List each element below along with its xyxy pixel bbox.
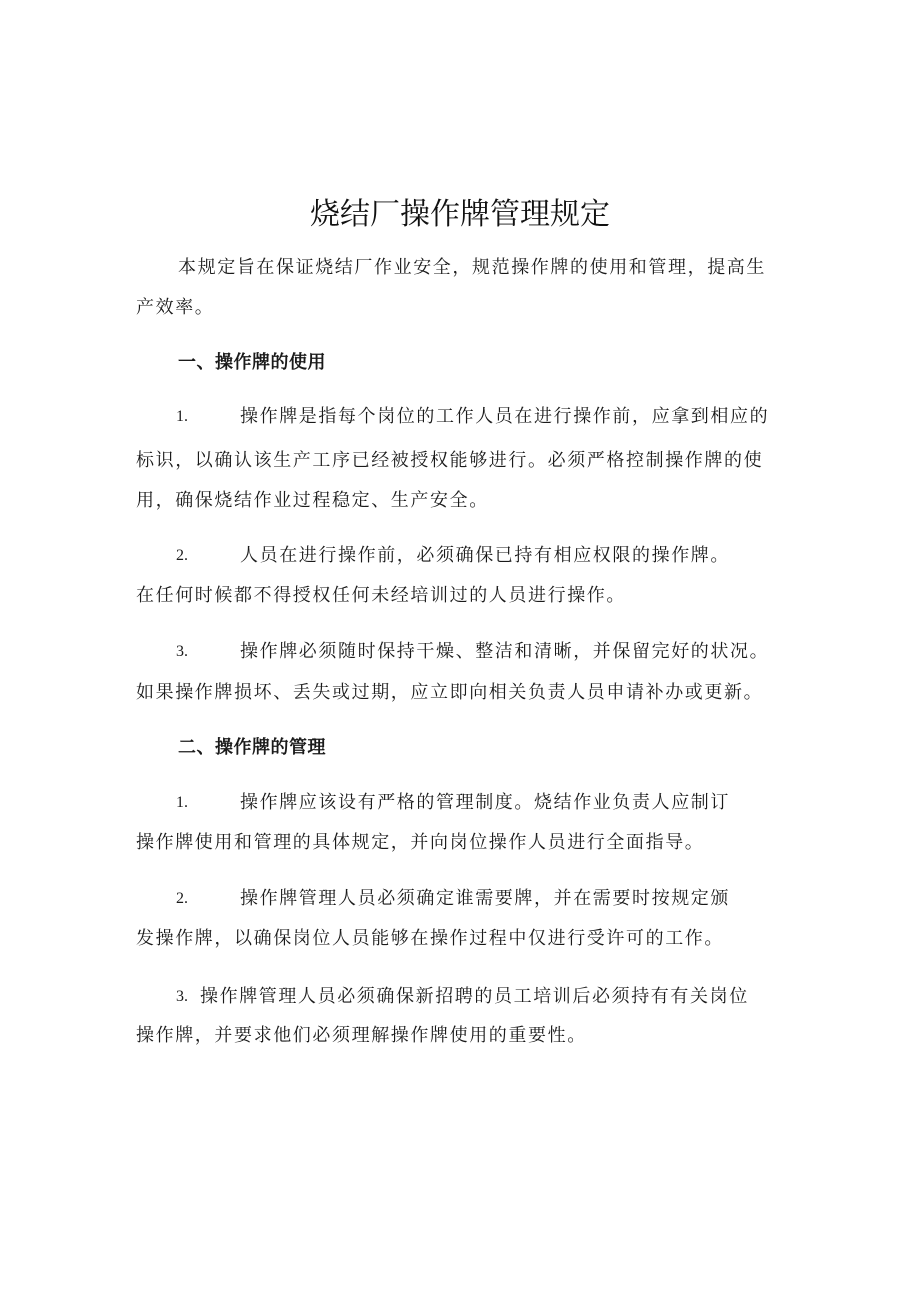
s2-item-1-line-2: 操作牌使用和管理的具体规定，并向岗位操作人员进行全面指导。 (136, 832, 705, 853)
s1-item-1-number: 1. (176, 408, 188, 425)
s1-item-2-number: 2. (176, 547, 188, 564)
s2-item-1-line-1: 操作牌应该设有严格的管理制度。烧结作业负责人应制订 (240, 792, 730, 813)
s2-item-2-number: 2. (176, 890, 188, 907)
s1-item-2-line-2: 在任何时候都不得授权任何未经培训过的人员进行操作。 (136, 585, 626, 606)
s2-item-2-line-2: 发操作牌，以确保岗位人员能够在操作过程中仅进行受许可的工作。 (136, 928, 724, 949)
document-title: 烧结厂操作牌管理规定 (310, 197, 610, 232)
section-1-heading: 一、操作牌的使用 (178, 352, 326, 373)
s1-item-3-line-1: 操作牌必须随时保持干燥、整洁和清晰，并保留完好的状况。 (240, 641, 770, 662)
intro-line-2: 产效率。 (136, 297, 215, 318)
s1-item-1-line-2: 标识，以确认该生产工序已经被授权能够进行。必须严格控制操作牌的使 (136, 450, 764, 471)
s2-item-3-line-2: 操作牌，并要求他们必须理解操作牌使用的重要性。 (136, 1025, 587, 1046)
s2-item-1-number: 1. (176, 794, 188, 811)
s2-item-2-line-1: 操作牌管理人员必须确定谁需要牌，并在需要时按规定颁 (240, 888, 730, 909)
s2-item-3-number: 3. (176, 988, 188, 1005)
s1-item-1-line-1: 操作牌是指每个岗位的工作人员在进行操作前，应拿到相应的 (240, 406, 770, 427)
s1-item-3-number: 3. (176, 643, 188, 660)
s1-item-3-line-2: 如果操作牌损坏、丢失或过期，应立即向相关负责人员申请补办或更新。 (136, 682, 764, 703)
section-2-heading: 二、操作牌的管理 (178, 737, 326, 758)
s1-item-1-line-3: 用，确保烧结作业过程稳定、生产安全。 (136, 490, 489, 511)
s2-item-3-line-1: 操作牌管理人员必须确保新招聘的员工培训后必须持有有关岗位 (200, 986, 749, 1007)
intro-line-1: 本规定旨在保证烧结厂作业安全，规范操作牌的使用和管理，提高生 (178, 257, 766, 278)
s1-item-2-line-1: 人员在进行操作前，必须确保已持有相应权限的操作牌。 (240, 545, 730, 566)
